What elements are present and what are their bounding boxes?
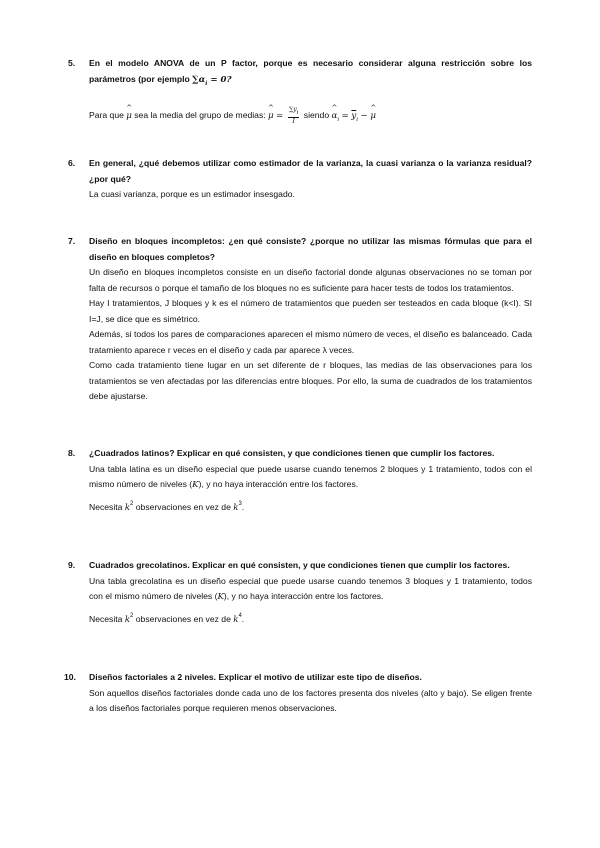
question-number: 9. (68, 560, 76, 570)
question-text: Diseños factoriales a 2 niveles. Explicar el motivo de utilizar este tipo de diseños. (89, 672, 422, 682)
question-text: Cuadrados grecolatinos. Explicar en qué consisten, y que condiciones tienen que cumplir los factores. (89, 560, 510, 570)
question-number: 6. (68, 158, 76, 168)
question-number: 10. (64, 672, 76, 682)
question-10 (64, 670, 532, 717)
question-6 (68, 156, 532, 203)
answer-text: Una tabla latina es un diseño especial que puede usarse cuando tenemos 2 bloques y 1 tratamiento, todos con el mismo número de niveles (K), y no haya interacción entre los factores. Necesita $k^2$ observaciones en vez de $k^3$. (89, 463, 532, 513)
answer-text: Para que ^ μ sea la media del grupo de medias: ^ μ = $\frac{\sum yi}{I}$ siendo ^ $\alpha_i = \overline{y}_i$ − ^ μ (89, 106, 532, 128)
question-text: En general, ¿qué debemos utilizar como estimador de la varianza, la cuasi varianza o la varianza residual? ¿por qué? (89, 158, 532, 184)
sum-formula: $\sum\alpha_i = 0$? (192, 74, 232, 87)
answer-text: Son aquellos diseños factoriales donde cada uno de los factores presenta dos niveles (alto y bajo). Se eligen frente a los diseños factoriales porque requieren menos observaciones. (89, 687, 532, 713)
question-9 (68, 558, 532, 628)
question-8 (68, 446, 532, 516)
question-text: Diseño en bloques incompletos: ¿en qué consiste? ¿porque no utilizar las mismas fórmulas que para el diseño en bloques completos? (89, 236, 532, 262)
answer-text: Una tabla grecolatina es un diseño especial que puede usarse cuando tenemos 3 bloques y 1 tratamiento, todos con el mismo número de niveles (K), y no haya interacción entre los factores. Necesita $k^2$ observaciones en vez de $k^4$. (89, 575, 532, 625)
question-5 (68, 56, 532, 128)
question-7 (68, 234, 532, 405)
question-number: 8. (68, 448, 76, 458)
answer-text: La cuasi varianza, porque es un estimador insesgado. (89, 189, 295, 199)
question-text: ¿Cuadrados latinos? Explicar en qué consisten, y que condiciones tienen que cumplir los factores. (89, 448, 495, 458)
question-number: 7. (68, 236, 76, 246)
question-number: 5. (68, 58, 76, 68)
mean-fraction: $\frac{\sum yi}{I}$ (288, 106, 299, 125)
question-text: En el modelo ANOVA de un P factor, porque es necesario considerar alguna restricción sobre los parámetros (por ejemplo $\sum\alpha_i = 0$? (89, 58, 532, 87)
answer-text: Un diseño en bloques incompletos consiste en un diseño factorial donde algunas observaciones no se toman por falta de recursos o porque el tamaño de los bloques no es suficiente para hacer tests de todos los tratamientos. Hay I tratamientos, J bloques y k es el número de tratamientos que pueden ser testeados en cada bloque (k<I). SI I=J, se dice que es simétrico. Además, si todos los pares de comparaciones aparecen el mismo número de veces, el diseño es balanceado. Cada tratamiento aparece r veces en el diseño y cada par aparece λ veces. Como cada tratamiento tiene lugar en un set diferente de r bloques, las medias de las observaciones para los tratamientos se ven afectadas por las diferencias entre bloques. Por ello, la suma de cuadrados de los tratamientos debe ajustarse. (89, 267, 532, 401)
